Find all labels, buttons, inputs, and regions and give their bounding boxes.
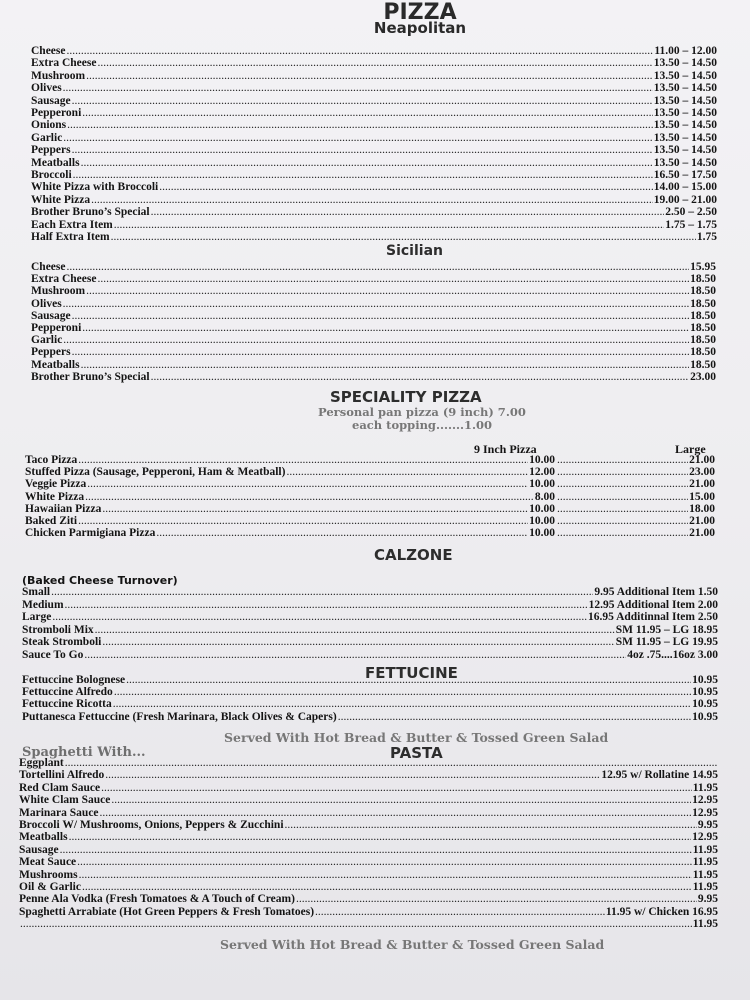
item-name: Peppers xyxy=(31,346,71,359)
leader-dots xyxy=(63,298,689,310)
item-price: 18.50 xyxy=(690,346,716,359)
leader-dots xyxy=(84,649,626,661)
pasta-item xyxy=(19,869,718,881)
calzone-item xyxy=(22,599,718,611)
item-price: 16.50 – 17.50 xyxy=(653,169,717,181)
item-price: 11.00 – 12.00 xyxy=(654,45,717,57)
leader-dots xyxy=(91,194,653,206)
item-name: Fettuccine Bolognese xyxy=(22,674,126,686)
speciality-heading: SPECIALITY PIZZA xyxy=(330,388,482,406)
leader-dots xyxy=(87,478,528,490)
item-price: 11.95 xyxy=(692,843,718,856)
leader-dots xyxy=(79,869,692,881)
leader-dots xyxy=(65,599,588,611)
item-price: 19.00 – 21.00 xyxy=(653,193,717,206)
item-price: 10.95 xyxy=(692,686,718,699)
sicilian-item xyxy=(31,346,716,358)
item-name: Garlic xyxy=(31,131,63,144)
item-name: Meatballs xyxy=(19,831,68,844)
leader-dots xyxy=(67,119,653,131)
sicilian-item xyxy=(31,359,716,371)
item-price-9inch: 8.00 xyxy=(534,490,555,503)
pasta-item xyxy=(19,893,718,905)
sicilian-item xyxy=(31,261,716,273)
leader-dots xyxy=(69,831,692,843)
leader-dots xyxy=(557,454,688,466)
item-name: Stromboli Mix xyxy=(22,623,94,636)
neapolitan-item xyxy=(31,181,717,193)
item-price: 9.95 xyxy=(697,893,718,906)
leader-dots xyxy=(73,169,653,181)
item-price: 13.50 – 14.50 xyxy=(653,57,717,70)
leader-dots xyxy=(111,794,691,806)
item-name: Extra Cheese xyxy=(31,273,97,286)
item-price-9inch: 12.00 xyxy=(529,466,555,479)
item-name: Extra Cheese xyxy=(31,57,97,70)
item-name: White Pizza with Broccoli xyxy=(31,181,159,194)
calzone-item xyxy=(22,649,718,661)
item-price: 2.50 – 2.50 xyxy=(665,206,717,219)
item-name: Sauce To Go xyxy=(22,649,84,661)
sicilian-item xyxy=(31,371,716,383)
item-name: Baked Ziti xyxy=(25,515,78,527)
leader-dots xyxy=(557,491,688,503)
leader-dots xyxy=(63,334,689,346)
item-price: 11.95 xyxy=(692,868,718,881)
item-price: 18.50 xyxy=(690,322,716,334)
item-name: Each Extra Item xyxy=(31,218,113,231)
item-name: Brother Bruno’s Special xyxy=(31,206,150,219)
item-name: Pepperoni xyxy=(31,322,82,334)
item-price: 18.50 xyxy=(690,309,716,322)
item-name: Sausage xyxy=(19,843,59,856)
item-price-9inch: 10.00 xyxy=(529,502,555,515)
leader-dots xyxy=(78,454,528,466)
leader-dots xyxy=(63,132,652,144)
neapolitan-item xyxy=(31,82,717,94)
neapolitan-item xyxy=(31,169,717,181)
item-price: 16.95 Additinnal Item 2.50 xyxy=(587,611,718,624)
pasta-item xyxy=(19,856,718,868)
pasta-item xyxy=(19,794,718,806)
neapolitan-item xyxy=(31,70,717,82)
leader-dots xyxy=(85,491,534,503)
neapolitan-heading: Neapolitan xyxy=(373,19,467,37)
pasta-subtitle: Spaghetti With... xyxy=(22,745,146,760)
neapolitan-item xyxy=(31,57,717,69)
item-name: Mushrooms xyxy=(19,868,78,881)
leader-dots xyxy=(82,107,652,119)
speciality-item xyxy=(25,515,555,527)
item-name: White Pizza xyxy=(25,490,85,503)
item-price: 13.50 – 14.50 xyxy=(653,82,717,95)
pasta-heading: PASTA xyxy=(390,744,443,762)
leader-dots xyxy=(557,478,688,490)
item-price: 12.95 xyxy=(692,794,718,807)
item-price: 11.95 xyxy=(692,856,718,869)
item-price: 11.95 xyxy=(692,881,718,893)
speciality-large-price xyxy=(556,515,715,527)
item-name: Veggie Pizza xyxy=(25,478,87,491)
item-price: 13.50 – 14.50 xyxy=(653,144,717,157)
fettucine-item xyxy=(22,698,718,710)
leader-dots xyxy=(86,70,653,82)
column-header-9inch: 9 Inch Pizza xyxy=(474,442,537,456)
item-name: Eggplant xyxy=(19,757,64,769)
item-price: 1.75 – 1.75 xyxy=(665,218,717,231)
speciality-item xyxy=(25,466,555,478)
leader-dots xyxy=(159,181,653,193)
item-name: Half Extra Item xyxy=(31,231,110,243)
leader-dots xyxy=(82,322,689,334)
speciality-item xyxy=(25,491,555,503)
neapolitan-item xyxy=(31,231,717,243)
item-name: Large xyxy=(22,611,52,624)
speciality-large-price xyxy=(556,503,715,515)
pasta-item xyxy=(19,881,718,893)
leader-dots xyxy=(60,844,692,856)
leader-dots xyxy=(52,611,587,623)
item-price: 18.50 xyxy=(690,285,716,298)
neapolitan-item xyxy=(31,206,717,218)
leader-dots xyxy=(97,273,689,285)
neapolitan-item xyxy=(31,119,717,131)
leader-dots xyxy=(72,95,653,107)
item-name: Brother Bruno’s Special xyxy=(31,370,150,383)
speciality-note-topping: each topping.......1.00 xyxy=(352,418,493,432)
pasta-served-note: Served With Hot Bread & Butter & Tossed Green Salad xyxy=(220,937,605,952)
leader-dots xyxy=(151,206,665,218)
leader-dots xyxy=(67,45,654,57)
leader-dots xyxy=(67,261,690,273)
sicilian-item xyxy=(31,322,716,334)
item-price: 13.50 – 14.50 xyxy=(653,156,717,169)
item-price-large: 21.00 xyxy=(689,454,715,466)
speciality-large-price xyxy=(556,466,715,478)
item-price: 10.95 xyxy=(692,698,718,711)
item-name: Peppers xyxy=(31,144,71,157)
item-price: 12.95 xyxy=(692,806,718,819)
item-name: Garlic xyxy=(31,334,63,347)
item-price-large: 18.00 xyxy=(689,502,715,515)
speciality-large-price xyxy=(556,454,715,466)
speciality-large-price xyxy=(556,527,715,539)
item-price: 18.50 xyxy=(690,358,716,371)
sicilian-item xyxy=(31,273,716,285)
speciality-item xyxy=(25,527,555,539)
item-name: Broccoli xyxy=(31,169,72,181)
speciality-large-price xyxy=(556,478,715,490)
leader-dots xyxy=(81,157,653,169)
neapolitan-item xyxy=(31,219,717,231)
item-name: Taco Pizza xyxy=(25,454,78,466)
column-header-large: Large xyxy=(675,442,706,456)
calzone-heading: CALZONE xyxy=(374,546,453,564)
item-name: Pepperoni xyxy=(31,107,82,119)
leader-dots xyxy=(557,527,688,539)
item-name: Red Clam Sauce xyxy=(19,781,101,794)
leader-dots xyxy=(296,893,697,905)
sicilian-item xyxy=(31,285,716,297)
fettucine-item xyxy=(22,711,718,723)
item-name: Chicken Parmigiana Pizza xyxy=(25,527,156,540)
pasta-item xyxy=(19,844,718,856)
calzone-item xyxy=(22,636,718,648)
leader-dots xyxy=(72,310,690,322)
pasta-item xyxy=(19,918,718,930)
item-price-9inch: 10.00 xyxy=(529,515,555,527)
item-price: 11.95 xyxy=(692,781,718,794)
item-name: White Clam Sauce xyxy=(19,794,111,807)
neapolitan-item xyxy=(31,144,717,156)
item-price: 18.50 xyxy=(690,334,716,347)
neapolitan-item xyxy=(31,95,717,107)
item-price-large: 21.00 xyxy=(689,527,715,540)
item-price: 13.50 – 14.50 xyxy=(653,107,717,119)
leader-dots xyxy=(102,503,528,515)
item-name: Broccoli W/ Mushrooms, Onions, Peppers & Zucchini xyxy=(19,819,284,831)
pasta-item xyxy=(19,782,718,794)
leader-dots xyxy=(72,346,690,358)
leader-dots xyxy=(65,757,717,769)
fettucine-heading: FETTUCINE xyxy=(365,664,458,682)
item-price: 15.95 xyxy=(690,261,716,273)
leader-dots xyxy=(78,515,528,527)
leader-dots xyxy=(315,906,605,918)
item-price-9inch: 10.00 xyxy=(529,527,555,540)
pasta-item xyxy=(19,831,718,843)
leader-dots xyxy=(101,782,692,794)
neapolitan-item xyxy=(31,45,717,57)
calzone-subtitle: (Baked Cheese Turnover) xyxy=(22,574,178,587)
item-price: 23.00 xyxy=(690,370,716,383)
leader-dots xyxy=(114,686,691,698)
item-name: Meatballs xyxy=(31,156,80,169)
item-price-large: 23.00 xyxy=(689,466,715,479)
item-name: Oil & Garlic xyxy=(19,881,81,893)
speciality-large-price xyxy=(556,491,715,503)
item-price: 13.50 – 14.50 xyxy=(653,69,717,82)
item-name: Penne Ala Vodka (Fresh Tomatoes & A Touch of Cream) xyxy=(19,893,295,906)
pasta-item xyxy=(19,906,718,918)
leader-dots xyxy=(77,856,692,868)
item-name: Meatballs xyxy=(31,358,80,371)
sicilian-item xyxy=(31,310,716,322)
item-price: 13.50 – 14.50 xyxy=(653,119,717,132)
leader-dots xyxy=(126,674,691,686)
leader-dots xyxy=(82,881,692,893)
leader-dots xyxy=(95,624,615,636)
leader-dots xyxy=(72,144,653,156)
leader-dots xyxy=(100,807,692,819)
leader-dots xyxy=(20,918,692,930)
item-price-large: 21.00 xyxy=(689,478,715,491)
leader-dots xyxy=(156,527,528,539)
speciality-item xyxy=(25,454,555,466)
item-price-large: 15.00 xyxy=(689,490,715,503)
item-name: Sausage xyxy=(31,309,71,322)
sicilian-heading: Sicilian xyxy=(386,243,443,259)
item-name: Spaghetti Arrabiate (Hot Green Peppers & Fresh Tomatoes) xyxy=(19,905,315,918)
item-price: 12.95 Additional Item 2.00 xyxy=(588,598,718,611)
item-name: Small xyxy=(22,586,51,598)
item-name: Marinara Sauce xyxy=(19,806,99,819)
leader-dots xyxy=(151,371,689,383)
item-price: 9.95 xyxy=(697,819,718,831)
leader-dots xyxy=(97,57,652,69)
leader-dots xyxy=(338,711,691,723)
fettucine-item xyxy=(22,686,718,698)
neapolitan-item xyxy=(31,107,717,119)
neapolitan-item xyxy=(31,132,717,144)
item-price: 18.50 xyxy=(690,297,716,310)
item-name: White Pizza xyxy=(31,193,91,206)
pasta-item xyxy=(19,757,718,769)
item-price: 13.50 – 14.50 xyxy=(653,131,717,144)
leader-dots xyxy=(81,359,690,371)
item-name: Fettuccine Alfredo xyxy=(22,686,113,699)
speciality-item xyxy=(25,503,555,515)
leader-dots xyxy=(557,466,688,478)
leader-dots xyxy=(105,769,600,781)
sicilian-item xyxy=(31,298,716,310)
item-name: Steak Stromboli xyxy=(22,636,102,649)
leader-dots xyxy=(111,231,696,243)
neapolitan-item xyxy=(31,157,717,169)
speciality-note-personal: Personal pan pizza (9 inch) 7.00 xyxy=(318,405,526,419)
item-price: 4oz .75....16oz 3.00 xyxy=(627,649,718,661)
item-name: Tortellini Alfredo xyxy=(19,769,105,782)
item-price: 12.95 w/ Rollatine 14.95 xyxy=(601,769,718,782)
item-price: 10.95 xyxy=(692,674,718,686)
leader-dots xyxy=(114,219,664,231)
sicilian-item xyxy=(31,334,716,346)
pasta-item xyxy=(19,819,718,831)
item-name: Medium xyxy=(22,598,64,611)
leader-dots xyxy=(63,82,653,94)
item-price: 10.95 xyxy=(692,710,718,723)
item-price: 1.75 xyxy=(696,231,717,243)
item-name: Meat Sauce xyxy=(19,856,77,869)
item-name: Mushroom xyxy=(31,69,86,82)
item-name: Olives xyxy=(31,297,62,310)
item-price: SM 11.95 – LG 19.95 xyxy=(615,636,718,649)
item-name: Stuffed Pizza (Sausage, Pepperoni, Ham & Meatball) xyxy=(25,466,286,479)
pasta-item xyxy=(19,807,718,819)
item-price: 11.95 w/ Chicken 16.95 xyxy=(605,905,718,918)
item-name: Mushroom xyxy=(31,285,86,298)
pasta-item xyxy=(19,769,718,781)
fettucine-item xyxy=(22,674,718,686)
speciality-item xyxy=(25,478,555,490)
item-price: 18.50 xyxy=(690,273,716,286)
item-name: Puttanesca Fettuccine (Fresh Marinara, Black Olives & Capers) xyxy=(22,710,337,723)
leader-dots xyxy=(113,698,691,710)
leader-dots xyxy=(286,466,528,478)
item-name: Cheese xyxy=(31,45,66,57)
leader-dots xyxy=(102,636,614,648)
item-price-9inch: 10.00 xyxy=(529,454,555,466)
calzone-item xyxy=(22,586,718,598)
item-price-9inch: 10.00 xyxy=(529,478,555,491)
leader-dots xyxy=(285,819,697,831)
item-price: 11.95 xyxy=(692,918,718,931)
calzone-item xyxy=(22,611,718,623)
item-price: 14.00 – 15.00 xyxy=(653,181,717,194)
page-title: PIZZA xyxy=(383,0,457,25)
item-name: Onions xyxy=(31,119,67,132)
item-price: 12.95 xyxy=(692,831,718,844)
leader-dots xyxy=(557,503,688,515)
leader-dots xyxy=(86,285,689,297)
item-name: Cheese xyxy=(31,261,66,273)
fettucine-served-note: Served With Hot Bread & Butter & Tossed Green Salad xyxy=(224,730,609,745)
item-price: SM 11.95 – LG 18.95 xyxy=(615,623,718,636)
neapolitan-item xyxy=(31,194,717,206)
item-price-large: 21.00 xyxy=(689,515,715,527)
leader-dots xyxy=(51,586,593,598)
calzone-item xyxy=(22,624,718,636)
leader-dots xyxy=(557,515,688,527)
item-name: Fettuccine Ricotta xyxy=(22,698,112,711)
item-name: Olives xyxy=(31,82,62,95)
item-price: 9.95 Additional Item 1.50 xyxy=(594,586,718,598)
item-price: 13.50 – 14.50 xyxy=(653,94,717,107)
item-name: Hawaiian Pizza xyxy=(25,502,102,515)
item-name: Sausage xyxy=(31,94,71,107)
